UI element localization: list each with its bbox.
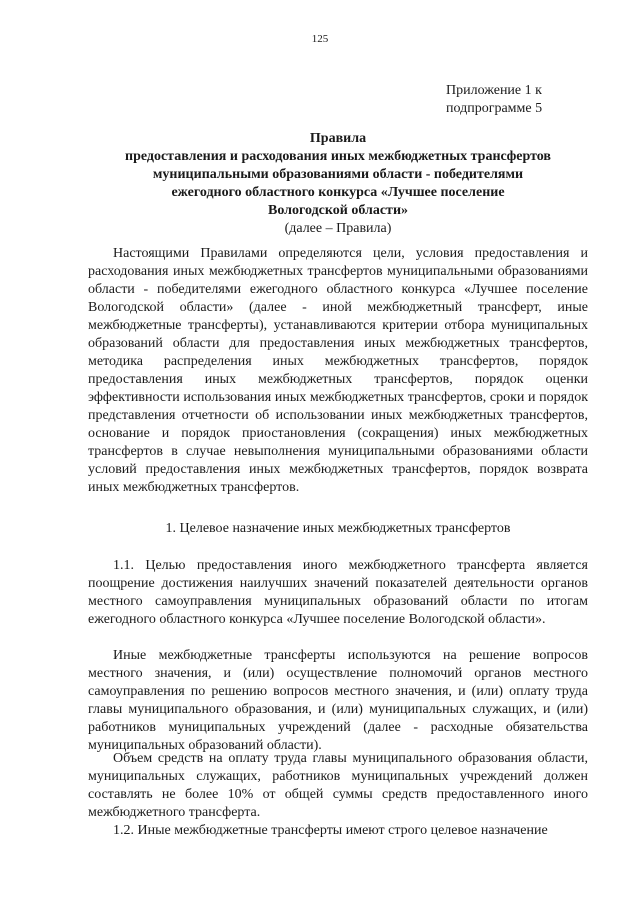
appendix-reference xyxy=(446,82,542,118)
title-line-4: ежегодного областного конкурса «Лучшее поселение xyxy=(171,185,505,200)
paragraph-expenses: Иные межбюджетные трансферты используются на решение вопросов местного значения, и (или) осуществление полномочий органов местного самоуправления по решению вопросов местного значения, и (или) оплату труда главы муниципального образования, и (или) муниципальных служащих, и (или) работников муниципальных учреждений (далее - расходные обязательства муниципальных образований области). xyxy=(88,648,588,753)
title-line-5: Вологодской области» xyxy=(267,203,409,218)
section-1-heading: 1. Целевое назначение иных межбюджетных трансфертов xyxy=(165,521,511,536)
intro-paragraph: Настоящими Правилами определяются цели, условия предоставления и расходования иных межбюджетных трансфертов муниципальными образованиями области - победителями ежегодного областного конкурса «Лучшее поселение Вологодской области» (далее - иной межбюджетный трансферт, иные межбюджетные трансферты), устанавливаются критерии отбора муниципальных образований области для предоставления иных межбюджетных трансфертов, методика распределения иных межбюджетных трансфертов, порядок предоставления иных межбюджетных трансфертов, порядок оценки эффективности использования иных межбюджетных трансфертов, сроки и порядок представления отчетности об использовании иных межбюджетных трансфертов, основание и порядок приостановления (сокращения) иных межбюджетных трансфертов в случае невыполнения муниципальными образованиями области условий предоставления иных межбюджетных трансфертов, порядок возврата иных межбюджетных трансфертов. xyxy=(88,246,588,495)
paragraph-salary-limit: Объем средств на оплату труда главы муниципального образования области, муниципальных служащих, работников муниципальных учреждений должен составлять не более 10% от общей суммы средств предоставленного иного межбюджетного трансферта. xyxy=(88,751,588,820)
paragraph-1-2: 1.2. Иные межбюджетные трансферты имеют строго целевое назначение xyxy=(113,823,548,838)
page-number: 125 xyxy=(311,33,329,45)
paragraph-1-1: 1.1. Целью предоставления иного межбюджетного трансферта является поощрение достижения наилучших значений показателей деятельности органов местного самоуправления муниципальных образований области по итогам ежегодного областного конкурса «Лучшее поселение Вологодской области». xyxy=(88,558,588,627)
document-title xyxy=(88,130,588,238)
title-line-6: (далее – Правила) xyxy=(284,221,392,236)
title-line-3: муниципальными образованиями области - победителями xyxy=(152,167,524,182)
appendix-line-1: Приложение 1 к xyxy=(446,83,542,98)
title-line-2: предоставления и расходования иных межбюджетных трансфертов xyxy=(125,149,551,164)
appendix-line-2: подпрограмме 5 xyxy=(446,101,543,116)
title-line-1: Правила xyxy=(309,131,367,146)
